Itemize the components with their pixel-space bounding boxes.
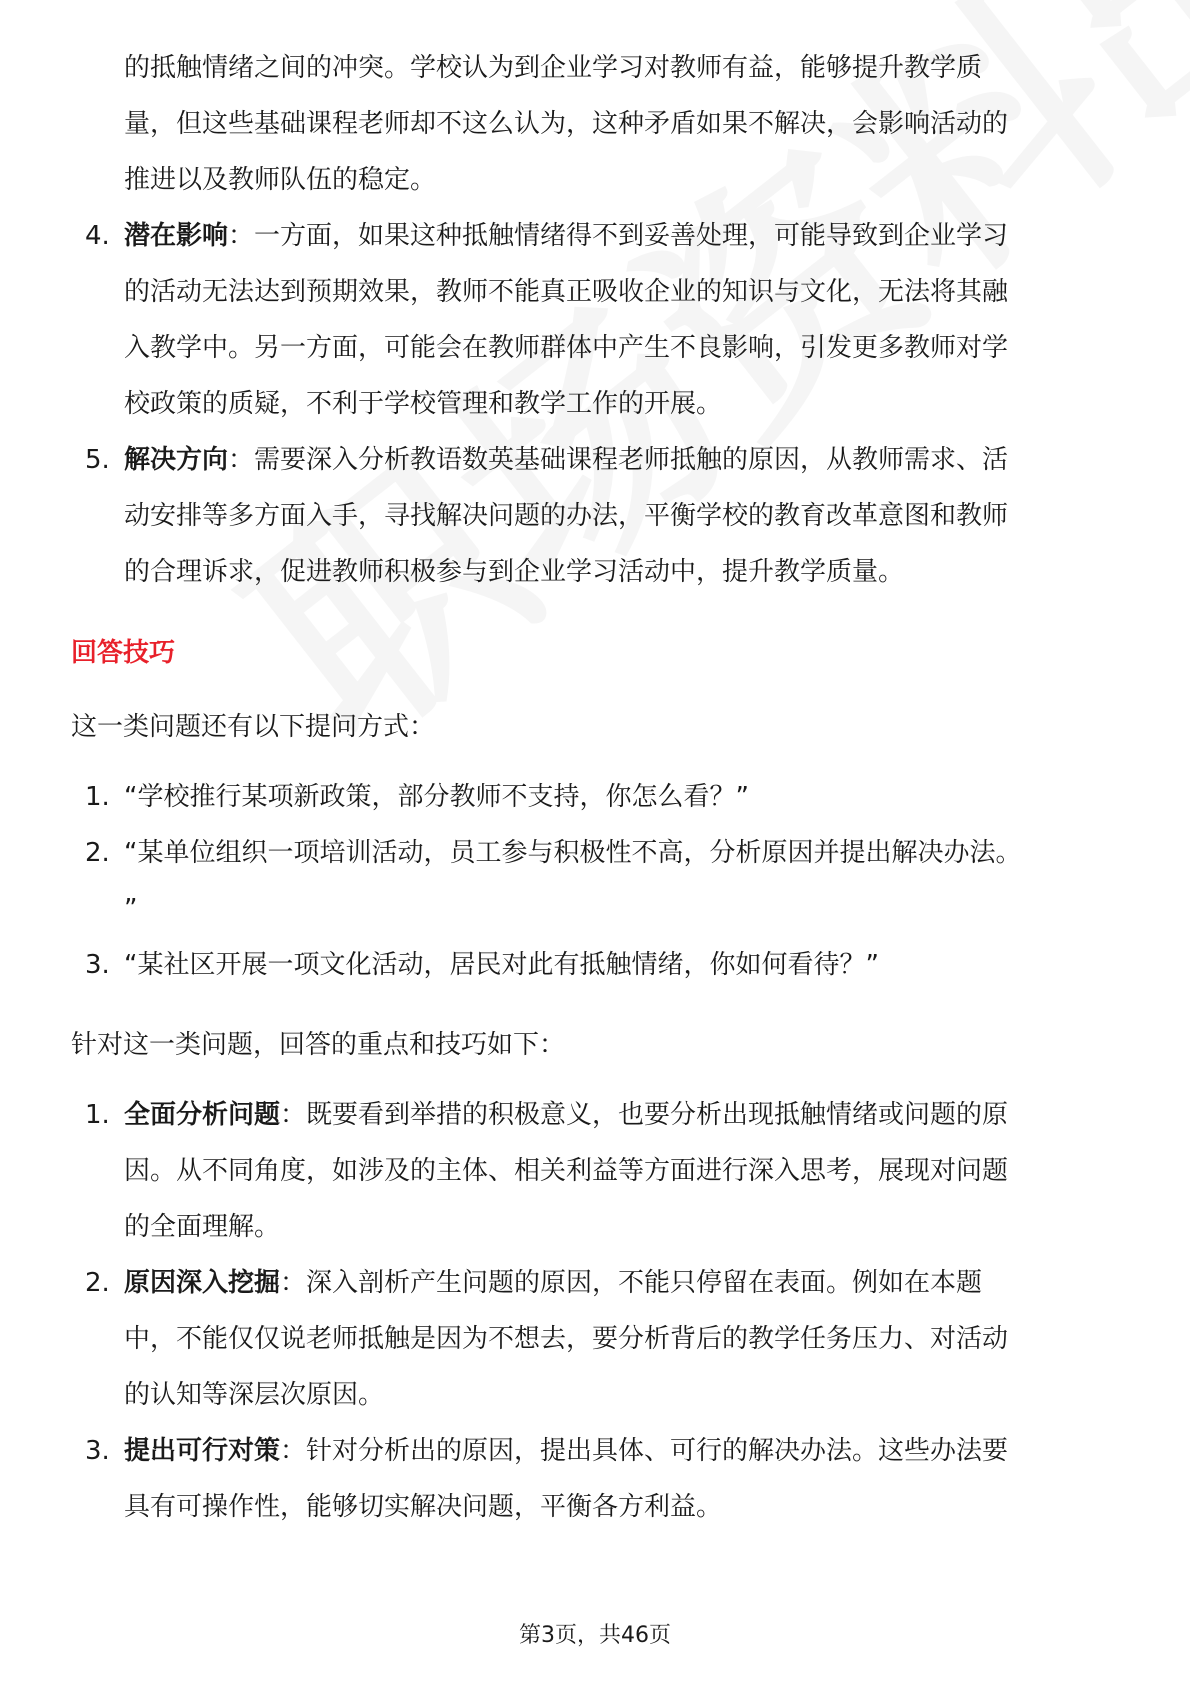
item-text: ：针对分析出的原因，提出具体、可行的解决办法。这些办法要	[280, 1436, 1009, 1466]
item-heading: 全面分析问题	[124, 1100, 281, 1130]
page-footer: 第3页，共46页	[519, 1623, 671, 1648]
item-text: ：一方面，如果这种抵触情绪得不到妥善处理，可能导致到企业学习	[228, 221, 1009, 251]
item-text: ：既要看到举措的积极意义，也要分析出现抵触情绪或问题的原	[280, 1100, 1009, 1130]
intro-paragraph	[71, 40, 1111, 208]
list-item	[71, 208, 1111, 432]
paragraph: 这一类问题还有以下提问方式：	[71, 712, 436, 742]
item-heading: 潜在影响	[124, 221, 229, 251]
list-item	[71, 825, 1111, 937]
text-line: 的合理诉求，促进教师积极参与到企业学习活动中，提升教学质量。	[124, 557, 905, 587]
list-number: 3.	[85, 950, 110, 980]
item-heading: 解决方向	[124, 445, 229, 475]
text-line: 的抵触情绪之间的冲突。学校认为到企业学习对教师有益，能够提升教学质	[124, 53, 983, 83]
list-item	[71, 432, 1111, 600]
list-number: 2.	[85, 1268, 110, 1298]
text-line: 的全面理解。	[124, 1212, 281, 1242]
list-number: 4.	[85, 221, 110, 251]
text-line: “学校推行某项新政策，部分教师不支持，你怎么看？”	[124, 782, 749, 812]
text-line: 校政策的质疑，不利于学校管理和教学工作的开展。	[124, 389, 723, 419]
text-line: “某单位组织一项培训活动，员工参与积极性不高，分析原因并提出解决办法。	[124, 838, 1022, 868]
text-line: 具有可操作性，能够切实解决问题，平衡各方利益。	[124, 1492, 723, 1522]
text-line: 量，但这些基础课程老师却不这么认为，这种矛盾如果不解决，会影响活动的	[124, 109, 1009, 139]
item-text: ：需要深入分析教语数英基础课程老师抵触的原因，从教师需求、活	[228, 445, 1009, 475]
text-line: 动安排等多方面入手，寻找解决问题的办法，平衡学校的教育改革意图和教师	[124, 501, 1009, 531]
item-heading: 原因深入挖掘	[124, 1268, 281, 1298]
list-item	[71, 769, 1111, 825]
text-line: 的认知等深层次原因。	[124, 1380, 385, 1410]
list-number: 2.	[85, 838, 110, 868]
item-heading: 提出可行对策	[124, 1436, 281, 1466]
text-line: ”	[124, 894, 138, 924]
paragraph: 针对这一类问题，回答的重点和技巧如下：	[71, 1030, 566, 1060]
item-text: ：深入剖析产生问题的原因，不能只停留在表面。例如在本题	[280, 1268, 983, 1298]
list-item	[71, 937, 1111, 993]
text-line: 入教学中。另一方面，可能会在教师群体中产生不良影响，引发更多教师对学	[124, 333, 1009, 363]
list-number: 1.	[85, 782, 110, 812]
question-list	[71, 769, 1111, 993]
list-item	[71, 1423, 1111, 1535]
text-line: 因。从不同角度，如涉及的主体、相关利益等方面进行深入思考，展现对问题	[124, 1156, 1009, 1186]
text-line: 中，不能仅仅说老师抵触是因为不想去，要分析背后的教学任务压力、对活动	[124, 1324, 1009, 1354]
tips-list	[71, 1087, 1111, 1535]
text-line: 推进以及教师队伍的稳定。	[124, 165, 437, 195]
list-item	[71, 1087, 1111, 1255]
list-number: 5.	[85, 445, 110, 475]
section-title: 回答技巧	[71, 638, 176, 668]
text-line: 的活动无法达到预期效果，教师不能真正吸收企业的知识与文化，无法将其融	[124, 277, 1009, 307]
list-number: 3.	[85, 1436, 110, 1466]
document-body	[71, 40, 1111, 1535]
text-line: “某社区开展一项文化活动，居民对此有抵触情绪，你如何看待？”	[124, 950, 879, 980]
list-item	[71, 1255, 1111, 1423]
list-number: 1.	[85, 1100, 110, 1130]
analysis-list	[71, 208, 1111, 600]
